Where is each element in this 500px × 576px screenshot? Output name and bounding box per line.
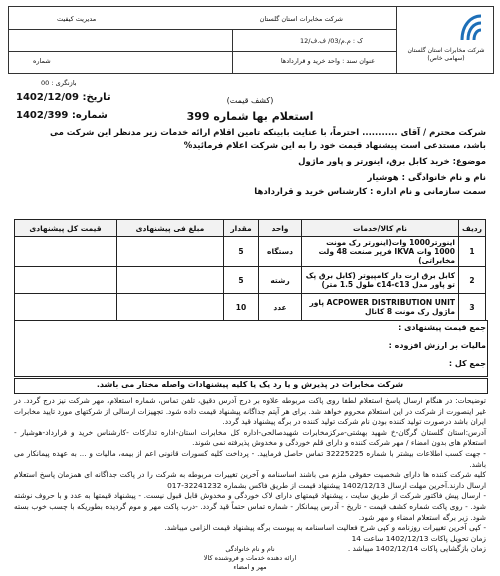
note-8: زمان بازگشایی پاکات 1402/12/14 میباشد . — [347, 544, 486, 554]
signature-line-2: ارائه دهنده خدمات و فروشنده کالا — [203, 554, 297, 562]
sum-label: جمع قیمت پیشنهادی : — [398, 323, 486, 332]
cell-qty: 5 — [224, 237, 259, 267]
cell-total[interactable] — [15, 267, 117, 294]
company-logo — [405, 13, 487, 65]
grand-total-label: جمع کل : — [448, 359, 486, 368]
logo-caption: شرکت مخابرات استان گلستان — [407, 47, 485, 54]
col-total: قیمت کل پیشنهادی — [15, 220, 117, 237]
signature-line-3: مهر و امضاء — [233, 563, 267, 571]
logo-sub: (سهامی خاص) — [427, 55, 465, 62]
col-row: ردیف — [459, 220, 486, 237]
note-2: آدرس:استان گلستان گرگان-خ شهید بهشتی-مرکزمخابرات شهیدصالحی-اداره کل مخابرات استان-اداره تدارکات -کارشناس خرید و قرارداد-هوشیار - استعلام های بدون امضاء / مهر شرکت کننده و دارای قلم خوردگی و مخدوش پذیرفته نمی شوند. — [14, 427, 486, 448]
document-header — [8, 6, 494, 87]
table-row — [15, 267, 486, 294]
header-company: شرکت مخابرات استان گلستان — [259, 15, 343, 23]
revision-label: بازنگری : 00 — [41, 79, 77, 87]
signature-line-1: نام و نام خانوادگی — [225, 545, 275, 553]
cell-name: اینورتر1000 وات(اینورتر رک مونت 1000 وات IKVA فرپر صنعت 48 ولت مخابراتی) — [302, 237, 459, 267]
form-code: ک : م.م/03/ ف.ف/12 — [299, 37, 363, 45]
signature-block — [0, 545, 500, 572]
number-line: شماره: 1402/399 — [16, 110, 108, 121]
cell-row: 3 — [459, 294, 486, 321]
cell-total[interactable] — [15, 237, 117, 267]
cell-unit: دستگاه — [259, 237, 302, 267]
doc-title-label: عنوان سند : واحد خرید و قراردادها — [280, 57, 375, 65]
cell-qty: 10 — [224, 294, 259, 321]
cell-unit-price[interactable] — [117, 294, 224, 321]
cell-unit: رشته — [259, 267, 302, 294]
note-4: کلیه شرکت کننده ها دارای شخصیت حقوقی ملزم می باشند اساسنامه و آخرین تغییرات مربوطه به شرکت را در پاکت جداگانه ای همزمان پاسخ استعلام ارسال دارند.آخرین مهلت ارسال 1402/12/13 پیشنهاد قیمت از طریق فاکس بشماره 32241232-017 — [14, 470, 486, 490]
col-unit-price: مبلغ فی پیشنهادی — [117, 220, 224, 237]
note-6: - کپی آخرین تغییرات روزنامه و کپی شرح فعالیت اساسنامه به پیوست برگه پیشنهاد قیمت الزامی میباشد. — [164, 523, 486, 533]
col-unit: واحد — [259, 220, 302, 237]
note-5: - ارسال پیش فاکتور شرکت از طریق سایت ، پیشنهاد قیمتهای دارای لاک خوردگی و مخدوش قابل قبول نیست. - پیشنهاد قیمتها به عدد و با حروف نوشته شود. - روی پاکت شماره کشف قیمت - تاریخ - آدرس پیمانکار - شماره تماس حتماً قید گردد. -درب پاکت مهر و موم گردیده بطوریکه با چسب خوب بسته شود. زیر برگه استعلام امضاء و مهر شود. — [14, 491, 486, 522]
table-row — [15, 237, 486, 267]
cell-total[interactable] — [15, 294, 117, 321]
header-department: مدیریت کیفیت — [57, 15, 97, 23]
col-name: نام کالا/خدمات — [302, 220, 459, 237]
table-header-row — [15, 220, 486, 237]
cell-name: ACPOWER DISTRIBUTION UNIT پاور ماژول رک مونت 8 کانال — [302, 294, 459, 321]
requester-line: نام و نام خانوادگی : هوشیار — [367, 173, 486, 183]
doc-title: استعلام بها شماره 399 — [186, 110, 314, 123]
note-7: زمان تحویل پاکات 1402/12/13 ساعت 14 — [351, 533, 486, 543]
logo-emblem-icon — [459, 13, 483, 43]
org-post-line: سمت سازمانی و نام اداره : کارشناس خرید و قراردادها — [254, 187, 486, 197]
vat-label: مالیات بر ارزش افزوده : — [388, 341, 486, 350]
col-qty: مقدار — [224, 220, 259, 237]
cell-row: 1 — [459, 237, 486, 267]
rights-note: شرکت مخابرات در پذیرش و یا رد یک یا کلیه پیشنهادات واصله مختار می باشد. — [96, 380, 404, 389]
cell-name: کابل برق ارت دار کامپیوتر (کابل برق پک تو پاور مدل c14-c13 طول 1.5 متر) — [302, 267, 459, 294]
note-3: - جهت کسب اطلاعات بیشتر با شماره 32225225 تماس حاصل فرمایید. - پرداخت کلیه کسورات قانونی اعم از بیمه، مالیات و ... به عهده پیمانکار می باشد. — [14, 448, 486, 469]
date-line: تاریخ: 1402/12/09 — [16, 92, 111, 103]
intro-line-2: باشد، مستدعی است پیشنهاد قیمت خود را به این شرکت اعلام فرمائید% — [183, 141, 486, 151]
items-table — [14, 219, 486, 321]
cell-row: 2 — [459, 267, 486, 294]
cell-unit-price[interactable] — [117, 237, 224, 267]
note-1: توضیحات: در هنگام ارسال پاسخ استعلام لطفا روی پاکت مربوطه علاوه بر درج آدرس دقیق، تلفن تماس، شماره استعلام، مهر شرکت نیز درج گردد. در غیر اینصورت از شرکت در این استعلام محروم خواهد شد. برای هر آیتم جداگانه پیشنهاد قیمت داده شود. تجهیزات ارسالی از شرکتهای مورد تایید مخابرات ایران باشد درصورت تولید کننده بودن نام شرکت تولید کننده در برگه پیشنهاد قید گردد. — [14, 396, 486, 427]
notes-block — [14, 396, 486, 555]
number-label: شماره — [33, 57, 51, 65]
cell-qty: 5 — [224, 267, 259, 294]
intro-line-1: شرکت محترم / آقای ........... احترماً، با عنایت بابینکه تامین اقلام ارائه خدمات زیر مدنظر این شرکت می — [49, 128, 486, 138]
cell-unit-price[interactable] — [117, 267, 224, 294]
doc-type: (کشف قیمت) — [226, 96, 274, 105]
cell-unit: عدد — [259, 294, 302, 321]
table-row — [15, 294, 486, 321]
subject-line: موضوع: خرید کابل برق، اینورتر و پاور ماژول — [298, 157, 486, 167]
